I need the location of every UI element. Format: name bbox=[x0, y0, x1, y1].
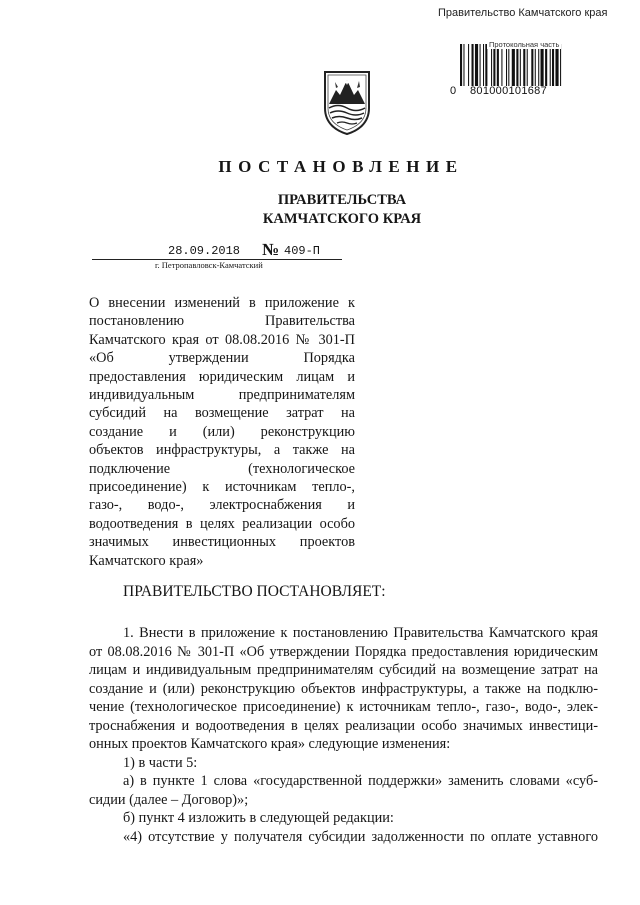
barcode-bar bbox=[497, 44, 499, 86]
barcode-bar bbox=[527, 44, 528, 86]
subject-line: Камчатского края» bbox=[89, 552, 204, 569]
barcode-bar bbox=[460, 44, 462, 86]
body-line: сидии (далее – Договор)»; bbox=[89, 791, 249, 808]
barcode-bar bbox=[483, 44, 484, 86]
barcode-bar bbox=[555, 44, 558, 86]
barcode-number: 801000101687 bbox=[470, 85, 548, 97]
document-date: 28.09.2018 bbox=[168, 244, 241, 258]
barcode-bar bbox=[531, 44, 533, 86]
barcode-bar bbox=[523, 44, 525, 86]
subject-line: О внесении изменений в приложение к bbox=[89, 295, 355, 311]
subject-line: субсидий на возмещение затрат на bbox=[89, 405, 355, 422]
document-type-title: ПОСТАНОВЛЕНИЕ bbox=[218, 157, 464, 176]
body-line: а) в пункте 1 слова «государственной поддержки» заменить словами «суб- bbox=[123, 773, 598, 789]
barcode-bar bbox=[520, 44, 521, 86]
body-line: «4) отсутствие у получателя субсидии задолженности по оплате уставного bbox=[123, 828, 598, 845]
subject-line: подключение (технологическое bbox=[89, 460, 355, 477]
barcode-bar bbox=[491, 44, 492, 86]
barcode-bar bbox=[538, 44, 539, 86]
subject-line: объектов инфраструктуры, а также на bbox=[89, 442, 355, 459]
barcode-bar bbox=[485, 44, 487, 86]
subject-line: присоединение) к источникам тепло-, bbox=[89, 479, 355, 496]
body-line: чение (технологическое присоединение) к источникам тепло-, газо-, водо-, элек- bbox=[89, 699, 598, 715]
barcode-bar bbox=[545, 44, 547, 86]
resolves-heading: ПРАВИТЕЛЬСТВО ПОСТАНОВЛЯЕТ: bbox=[123, 583, 386, 600]
issuer-line-2: КАМЧАТСКОГО КРАЯ bbox=[262, 211, 422, 227]
body-line: троснабжения и водоотведения в целях реализации особо значимых инвестици- bbox=[89, 717, 598, 734]
barcode-bar bbox=[516, 44, 518, 86]
subject-line: индивидуальным предпринимателям bbox=[89, 387, 355, 404]
barcode-bar bbox=[508, 44, 509, 86]
subject-line: газо-, водо-, электроснабжения и bbox=[89, 497, 355, 514]
barcode-bar bbox=[480, 44, 481, 86]
document-body bbox=[89, 624, 598, 846]
barcode-bar bbox=[468, 44, 469, 86]
barcode-bar bbox=[501, 44, 502, 86]
barcode-bar bbox=[475, 44, 478, 86]
subject-line: Камчатского края от 08.08.2016 № 301-П bbox=[89, 331, 355, 348]
barcode-bar bbox=[512, 44, 515, 86]
issuer-title bbox=[0, 191, 640, 229]
barcode-bar bbox=[463, 44, 464, 86]
barcode-bar bbox=[535, 44, 536, 86]
barcode-bar bbox=[493, 44, 495, 86]
barcode-bar bbox=[472, 44, 474, 86]
subject-line: предоставления юридическим лицам и bbox=[89, 368, 355, 385]
number-sign: № bbox=[262, 240, 280, 259]
subject-line: водоотведения в целях реализации особо bbox=[89, 515, 355, 532]
barcode-bar bbox=[550, 44, 551, 86]
body-line: лицам и индивидуальным предпринимателям субсидий на возмещение затрат на bbox=[89, 662, 598, 678]
body-line: б) пункт 4 изложить в следующей редакции: bbox=[123, 810, 394, 826]
issuer-line-1: ПРАВИТЕЛЬСТВА bbox=[277, 192, 407, 208]
body-line: от 08.08.2016 № 301-П «Об утверждении Порядка предоставления юридическим bbox=[89, 643, 598, 660]
barcode-bar bbox=[552, 44, 554, 86]
barcode-bar bbox=[506, 44, 507, 86]
stamp-organization: Правительство Камчатского края bbox=[438, 7, 608, 19]
subject-line: создание и (или) реконструкцию bbox=[89, 423, 355, 440]
subject-line: постановлению Правительства bbox=[89, 313, 355, 330]
barcode-bar bbox=[541, 44, 544, 86]
body-line: создание и (или) реконструкцию объектов инфраструктуры, а также на подклю- bbox=[89, 680, 598, 697]
kamchatka-emblem bbox=[321, 68, 373, 136]
barcode-bar bbox=[560, 44, 561, 86]
subject-line: значимых инвестиционных проектов bbox=[89, 534, 355, 551]
body-line: 1) в части 5: bbox=[123, 754, 198, 771]
stamp-part-label: Протокольная часть bbox=[489, 40, 560, 49]
subject-line: «Об утверждении Порядка bbox=[89, 350, 355, 367]
barcode-prefix: 0 bbox=[450, 85, 457, 97]
body-line: 1. Внести в приложение к постановлению Правительства Камчатского края bbox=[123, 625, 598, 641]
document-subject bbox=[89, 294, 355, 570]
barcode bbox=[460, 44, 600, 86]
document-number: 409-П bbox=[284, 244, 321, 258]
body-line: онных проектов Камчатского края» следующие изменения: bbox=[89, 736, 451, 752]
document-place: г. Петропавловск-Камчатский bbox=[155, 260, 263, 270]
